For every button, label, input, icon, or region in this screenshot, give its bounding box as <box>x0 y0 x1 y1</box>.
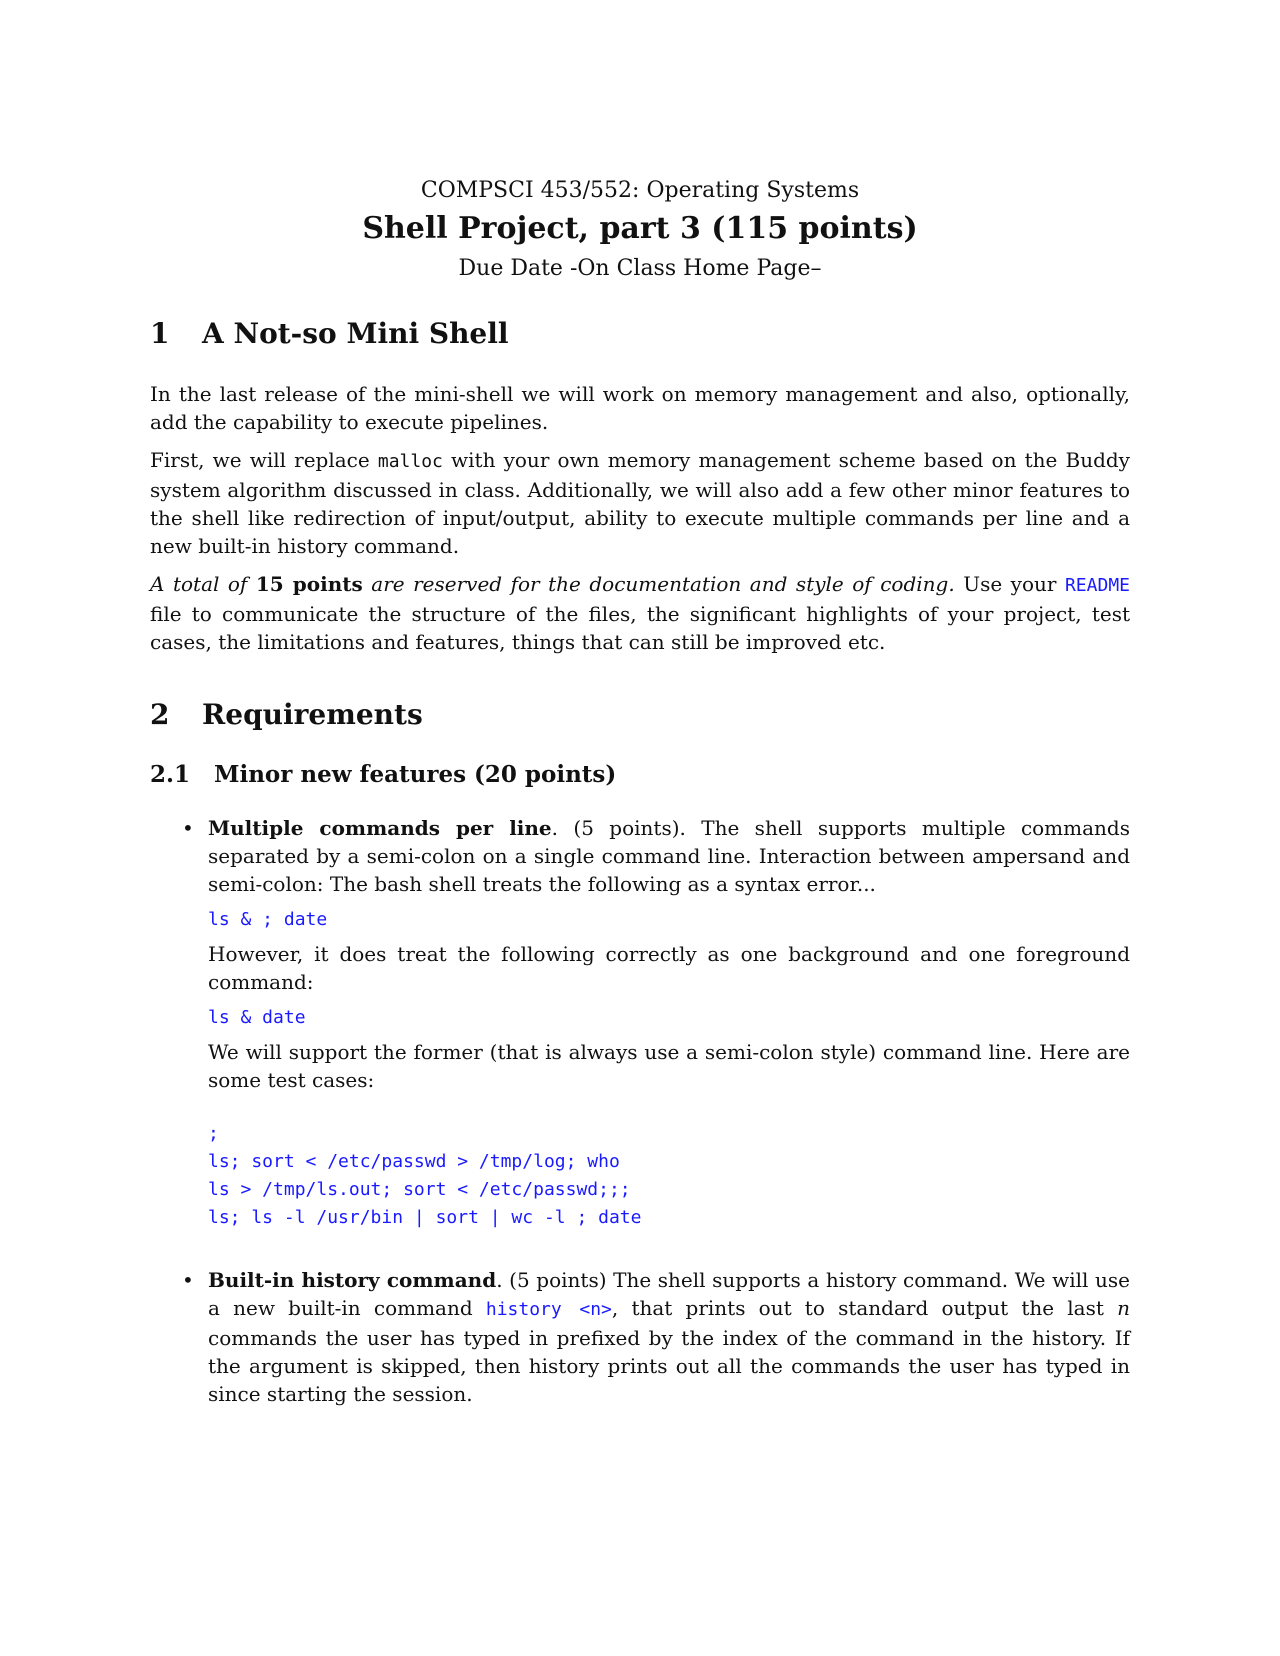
feature-list <box>150 814 1130 1408</box>
bullet-2-text-a: . (5 points) The shell supports a history command. We will use a new built-in command <box>208 1268 1130 1320</box>
bullet-icon: • <box>182 816 194 840</box>
p3-text-b: file to communicate the structure of the files, the significant highlights of your project, test cases, the limitations and features, things that can still be improved etc. <box>150 602 1130 654</box>
history-code: history <n> <box>485 1299 612 1320</box>
test-case-line: ; <box>208 1123 219 1144</box>
bullet-icon: • <box>182 1268 194 1292</box>
section-2-title: Requirements <box>202 698 423 731</box>
malloc-code: malloc <box>377 451 443 472</box>
bullet-1-text-1: . (5 points). The shell supports multiple commands separated by a semi-colon on a single command line. Interaction between ampersand and semi-colon: The bash shell treats the following as a syntax error... <box>208 816 1130 896</box>
test-cases-block <box>208 1120 1130 1232</box>
subsection-2-1-number: 2.1 <box>150 761 191 788</box>
readme-link[interactable]: README <box>1064 575 1130 596</box>
bullet-2-label: Built-in history command <box>208 1268 497 1292</box>
section-1-number: 1 <box>150 317 170 350</box>
bullet-1-text-3: We will support the former (that is always use a semi-colon style) command line. Here are some test cases: <box>208 1040 1130 1092</box>
course-title: COMPSCI 453/552: Operating Systems <box>420 178 860 203</box>
list-item-multiple-commands <box>150 814 1130 1232</box>
bullet-1-label: Multiple commands per line <box>208 816 552 840</box>
p2-text-a: First, we will replace <box>150 448 378 472</box>
test-case-line: ls; sort < /etc/passwd > /tmp/log; who <box>208 1151 620 1172</box>
section-2-number: 2 <box>150 698 170 731</box>
test-case-line: ls > /tmp/ls.out; sort < /etc/passwd;;; <box>208 1179 631 1200</box>
subsection-2-1-heading <box>150 761 1130 788</box>
var-n: n <box>1117 1296 1130 1320</box>
code-example-1: ls & ; date <box>208 909 328 930</box>
document-title: Shell Project, part 3 (115 points) <box>362 211 918 246</box>
document-page <box>150 170 1130 1434</box>
section-1-paragraph-2 <box>150 446 1130 560</box>
subsection-2-1-title: Minor new features (20 points) <box>214 761 617 788</box>
section-1-heading <box>150 317 1130 350</box>
section-1-paragraph-1: In the last release of the mini-shell we will work on memory management and also, optionally, add the capability to execute pipelines. <box>150 382 1130 434</box>
due-date: Due Date -On Class Home Page– <box>458 256 822 281</box>
bullet-2-paragraph <box>208 1266 1130 1408</box>
bullet-1-text-2: However, it does treat the following correctly as one background and one foreground command: <box>208 942 1130 994</box>
bullet-2-text-b: , that prints out to standard output the last <box>611 1296 1118 1320</box>
bullet-1-intro <box>208 814 1130 898</box>
section-1-paragraph-3 <box>150 570 1130 656</box>
p2-text-b: with your own memory management scheme based on the Buddy system algorithm discussed in class. Additionally, we will also add a few other minor features to the shell like redirection of input/output, ability to execute multiple commands per line and a new built-in history command. <box>150 448 1130 558</box>
section-1-title: A Not-so Mini Shell <box>202 317 509 350</box>
list-item-history-command <box>150 1266 1130 1408</box>
bullet-2-text-c: commands the user has typed in prefixed by the index of the command in the history. If the argument is skipped, then history prints out all the commands the user has typed in since starting the session. <box>208 1326 1130 1406</box>
p3-text-a: Use your <box>954 572 1065 596</box>
section-2-heading <box>150 698 1130 731</box>
p3-bold-points: 15 points <box>255 572 363 596</box>
p3-em-1: A total of <box>150 572 256 596</box>
p3-em-2: are reserved for the documentation and style of coding. <box>362 572 955 596</box>
code-example-2: ls & date <box>208 1007 306 1028</box>
test-case-line: ls; ls -l /usr/bin | sort | wc -l ; date <box>208 1207 642 1228</box>
